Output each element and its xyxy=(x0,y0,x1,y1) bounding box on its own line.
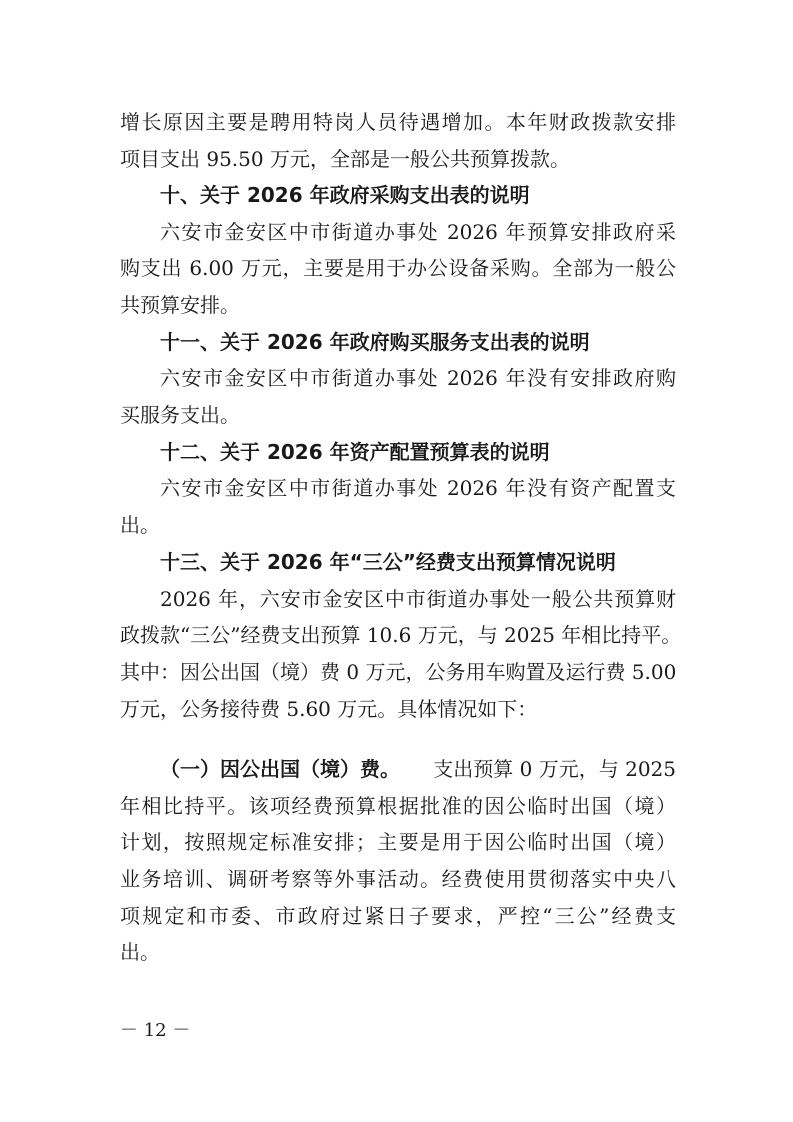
body-line: 出。 xyxy=(120,513,160,537)
subsection-line xyxy=(160,757,676,781)
body-line: 项规定和市委、市政府过紧日子要求，严控“三公”经费支 xyxy=(120,904,676,928)
body-line: 购支出 6.00 万元，主要是用于办公设备采购。全部为一般公 xyxy=(120,256,676,280)
body-line: 买服务支出。 xyxy=(120,403,240,427)
body-line: 项目支出 95.50 万元，全部是一般公共预算拨款。 xyxy=(120,147,570,171)
section-heading-10: 十、关于 2026 年政府采购支出表的说明 xyxy=(160,183,530,207)
section-heading-11: 十一、关于 2026 年政府购买服务支出表的说明 xyxy=(160,330,590,354)
body-line: 万元，公务接待费 5.60 万元。具体情况如下： xyxy=(120,697,538,721)
body-line: 出。 xyxy=(120,940,160,964)
page-number: － 12 － xyxy=(120,1020,191,1041)
body-line: 六安市金安区中市街道办事处 2026 年没有资产配置支 xyxy=(160,476,676,500)
body-line: 共预算安排。 xyxy=(120,293,240,317)
body-line: 其中：因公出国（境）费 0 万元，公务用车购置及运行费 5.00 xyxy=(120,660,677,684)
body-line: 六安市金安区中市街道办事处 2026 年预算安排政府采 xyxy=(160,220,676,244)
section-heading-13: 十三、关于 2026 年“三公”经费支出预算情况说明 xyxy=(160,550,616,574)
body-line: 2026 年，六安市金安区中市街道办事处一般公共预算财 xyxy=(160,587,676,611)
body-line: 增长原因主要是聘用特岗人员待遇增加。本年财政拨款安排 xyxy=(120,110,676,134)
section-heading-12: 十二、关于 2026 年资产配置预算表的说明 xyxy=(160,440,550,464)
subsection-text: 支出预算 0 万元，与 2025 xyxy=(433,757,676,781)
body-line: 年相比持平。该项经费预算根据批准的因公临时出国（境） xyxy=(120,794,676,818)
body-line: 政拨款“三公”经费支出预算 10.6 万元，与 2025 年相比持平。 xyxy=(120,623,682,647)
body-line: 六安市金安区中市街道办事处 2026 年没有安排政府购 xyxy=(160,366,676,390)
body-line: 计划，按照规定标准安排；主要是用于因公临时出国（境） xyxy=(120,830,676,854)
body-line: 业务培训、调研考察等外事活动。经费使用贯彻落实中央八 xyxy=(120,867,676,891)
subsection-title: （一）因公出国（境）费。 xyxy=(160,757,400,781)
